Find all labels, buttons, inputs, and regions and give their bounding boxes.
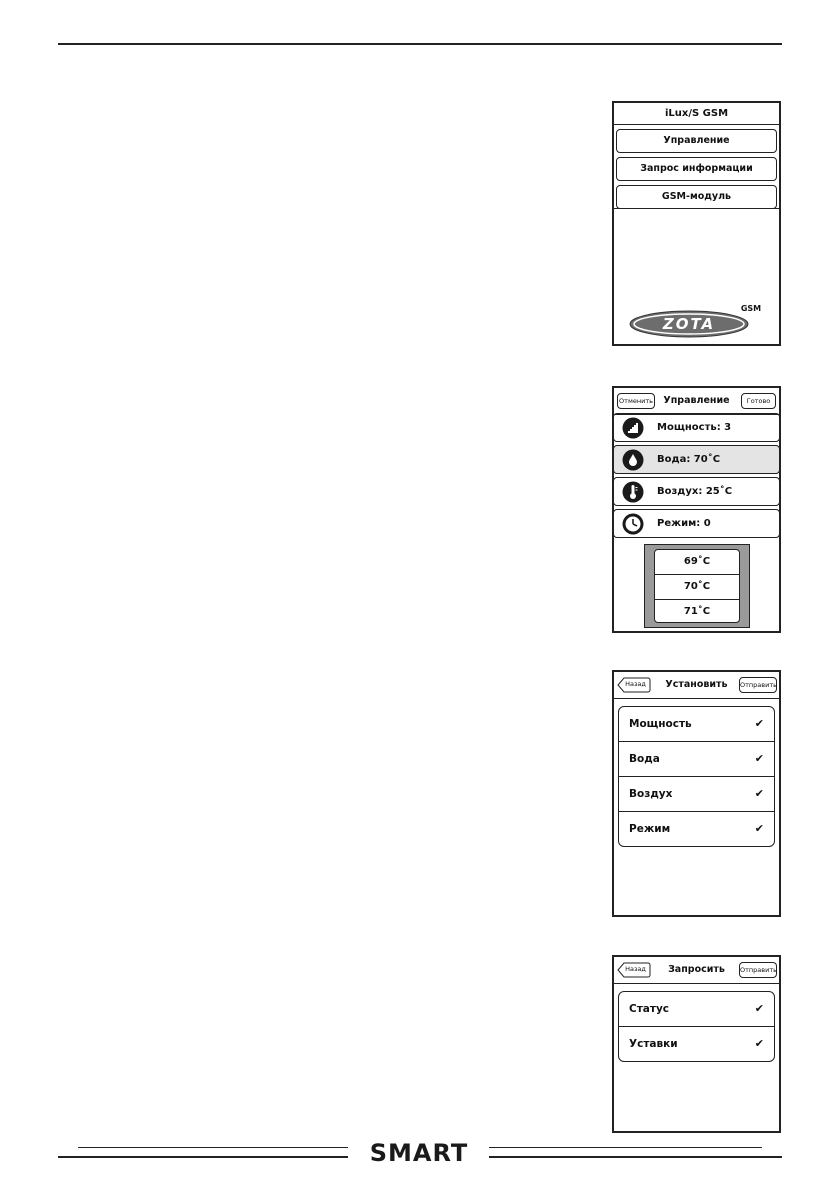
request-screen bbox=[612, 955, 781, 1133]
cancel-button[interactable]: Отменить bbox=[617, 393, 655, 409]
item-label: Мощность bbox=[629, 718, 692, 730]
info-request-menu-button[interactable]: Запрос информации bbox=[616, 157, 777, 181]
set-header bbox=[614, 672, 779, 699]
zota-logo bbox=[627, 302, 767, 342]
request-list bbox=[618, 991, 775, 1062]
check-icon: ✔ bbox=[754, 1002, 764, 1015]
done-button[interactable]: Готово bbox=[741, 393, 776, 409]
request-title: Запросить bbox=[668, 964, 725, 975]
top-rule bbox=[58, 43, 782, 45]
svg-text:GSM: GSM bbox=[740, 304, 762, 313]
item-label: Режим bbox=[629, 823, 671, 835]
clock-icon bbox=[622, 513, 644, 538]
check-icon: ✔ bbox=[754, 787, 764, 800]
control-menu-button[interactable]: Управление bbox=[616, 129, 777, 153]
control-header bbox=[614, 388, 779, 415]
picker-list bbox=[654, 549, 740, 623]
svg-text:ZOTA: ZOTA bbox=[662, 315, 716, 333]
main-menu-screen bbox=[612, 101, 781, 346]
back-label: Назад bbox=[625, 680, 646, 688]
air-label: Воздух: 25˚C bbox=[657, 486, 733, 497]
back-label: Назад bbox=[625, 965, 646, 973]
item-label: Уставки bbox=[629, 1038, 678, 1050]
mode-row[interactable] bbox=[613, 509, 780, 538]
control-rows bbox=[613, 413, 780, 541]
list-item-air[interactable] bbox=[619, 777, 774, 812]
footer-rule-left bbox=[58, 1156, 348, 1158]
power-label: Мощность: 3 bbox=[657, 422, 732, 433]
set-list bbox=[618, 706, 775, 847]
water-row[interactable] bbox=[613, 445, 780, 474]
water-drop-icon bbox=[622, 449, 644, 474]
control-title: Управление bbox=[663, 395, 730, 406]
request-header bbox=[614, 957, 779, 984]
check-icon: ✔ bbox=[754, 717, 764, 730]
gsm-module-menu-button[interactable]: GSM-модуль bbox=[616, 185, 777, 209]
list-item-power[interactable] bbox=[619, 707, 774, 742]
check-icon: ✔ bbox=[754, 1037, 764, 1050]
item-label: Воздух bbox=[629, 788, 673, 800]
footer-rule-right-top bbox=[489, 1147, 762, 1148]
power-steps-icon bbox=[622, 417, 644, 442]
control-screen bbox=[612, 386, 781, 633]
svg-text:SMART: SMART bbox=[369, 1139, 469, 1165]
back-button[interactable] bbox=[617, 677, 651, 691]
temperature-picker[interactable] bbox=[644, 544, 750, 628]
picker-option[interactable]: 71˚C bbox=[683, 606, 711, 617]
mode-label: Режим: 0 bbox=[657, 518, 711, 529]
set-screen bbox=[612, 670, 781, 917]
thermometer-icon bbox=[622, 481, 644, 506]
item-label: Вода bbox=[629, 753, 660, 765]
item-label: Статус bbox=[629, 1003, 670, 1015]
power-row[interactable] bbox=[613, 413, 780, 442]
air-row[interactable] bbox=[613, 477, 780, 506]
picker-option[interactable]: 69˚C bbox=[655, 550, 739, 575]
list-item-mode[interactable] bbox=[619, 812, 774, 846]
list-item-settings[interactable] bbox=[619, 1027, 774, 1061]
check-icon: ✔ bbox=[754, 752, 764, 765]
list-item-status[interactable] bbox=[619, 992, 774, 1027]
water-label: Вода: 70˚C bbox=[657, 454, 721, 465]
picker-option-selected[interactable]: 70˚C bbox=[655, 575, 739, 600]
smart-logo bbox=[367, 1139, 471, 1169]
send-button[interactable]: Отправить bbox=[739, 962, 777, 978]
send-button[interactable]: Отправить bbox=[739, 677, 777, 693]
device-title: iLux/S GSM bbox=[614, 103, 779, 125]
menu-divider bbox=[614, 208, 779, 209]
set-title: Установить bbox=[665, 679, 728, 690]
footer-rule-right bbox=[489, 1156, 782, 1158]
footer-rule-left-top bbox=[78, 1147, 348, 1148]
list-item-water[interactable] bbox=[619, 742, 774, 777]
back-button[interactable] bbox=[617, 962, 651, 976]
check-icon: ✔ bbox=[754, 822, 764, 835]
